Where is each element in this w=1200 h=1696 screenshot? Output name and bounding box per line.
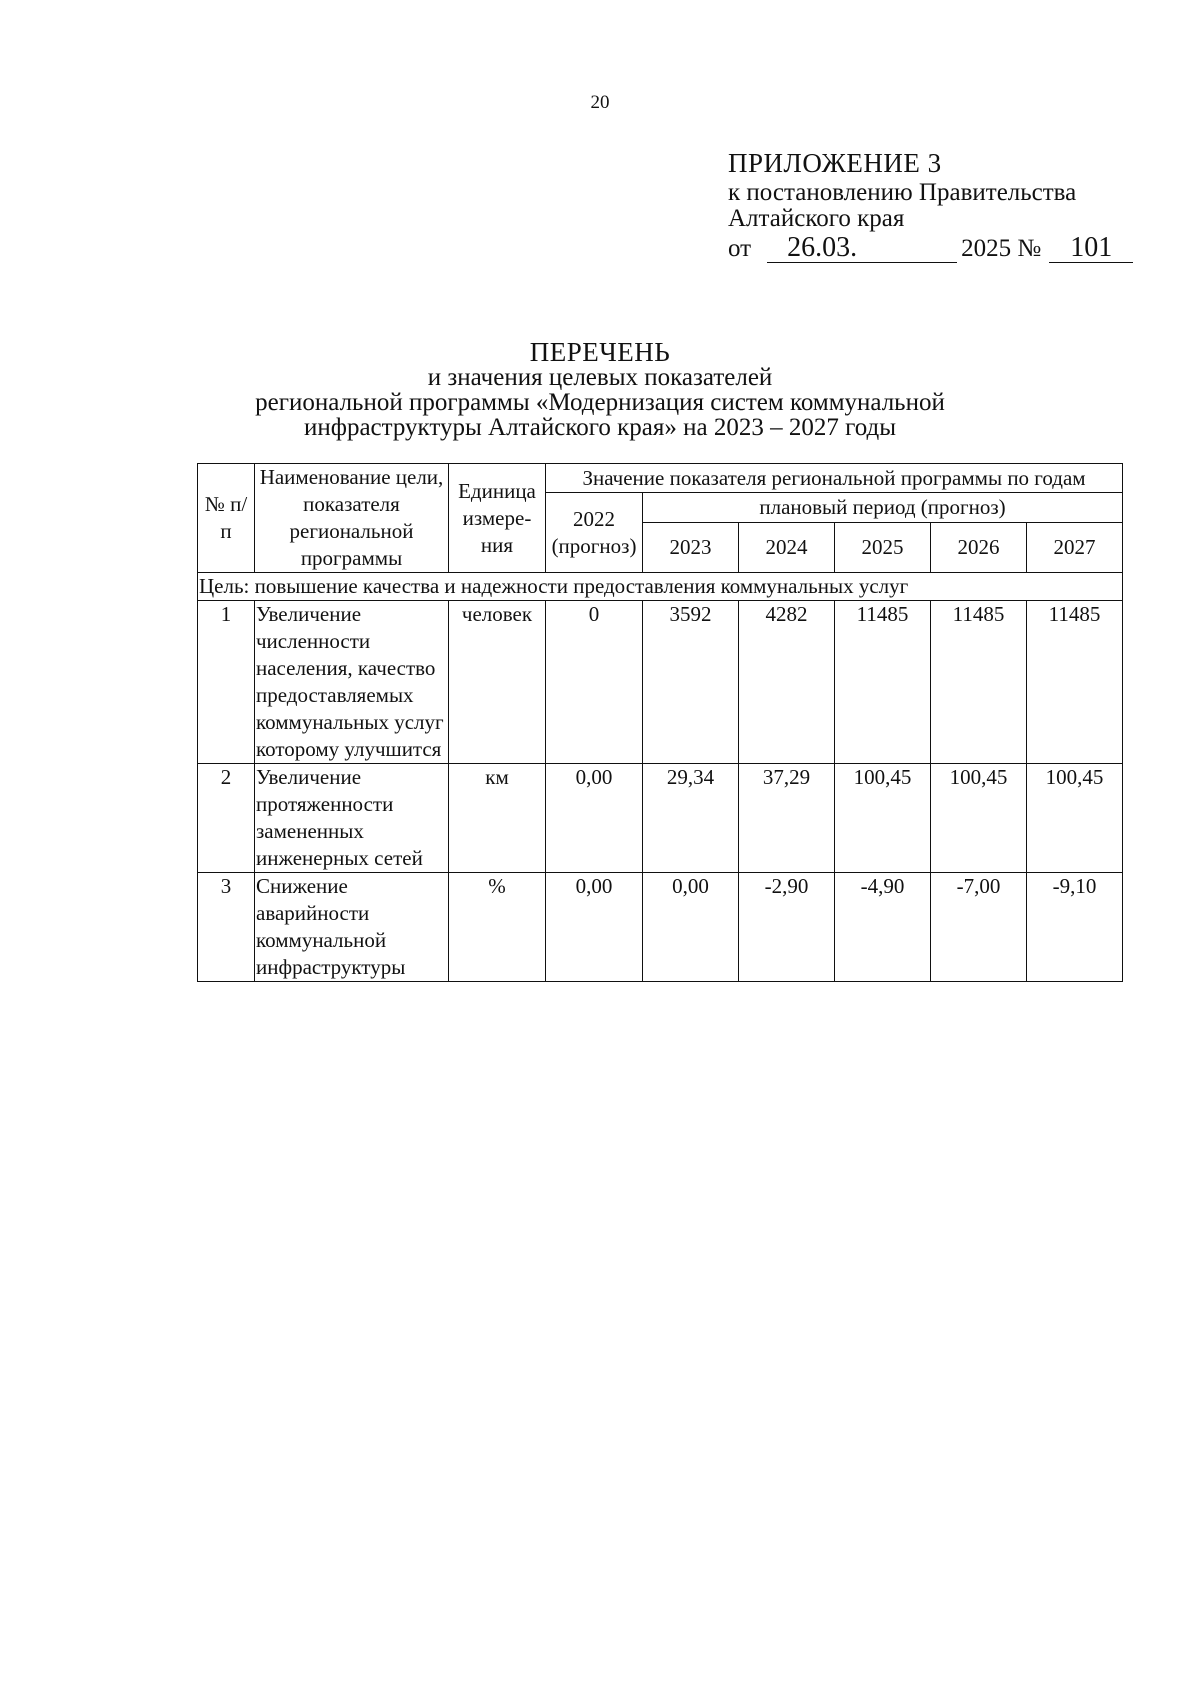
goal-row — [198, 573, 1123, 601]
document-heading — [0, 337, 1200, 441]
resolution-number: 101 — [1049, 234, 1133, 263]
row-value: 0,00 — [643, 873, 739, 982]
header-year: 2026 — [931, 523, 1027, 573]
row-value: 29,34 — [643, 764, 739, 873]
header-base-year: 2022 (прогноз) — [546, 493, 643, 573]
row-name: Увеличение численности населения, качество предоставляемых коммунальных услуг которому улучшится — [255, 601, 449, 764]
row-value: 4282 — [739, 601, 835, 764]
row-unit: км — [449, 764, 546, 873]
indicators-table — [197, 463, 1123, 982]
row-num: 2 — [198, 764, 255, 873]
row-value: -2,90 — [739, 873, 835, 982]
row-unit: человек — [449, 601, 546, 764]
heading-title: ПЕРЕЧЕНЬ — [529, 337, 671, 367]
row-value: 11485 — [835, 601, 931, 764]
header-year: 2023 — [643, 523, 739, 573]
resolution-date: 26.03. — [767, 234, 957, 263]
heading-line-3: инфраструктуры Алтайского края» на 2023 – 2027 годы — [304, 414, 896, 441]
header-year: 2025 — [835, 523, 931, 573]
table-row — [198, 764, 1123, 873]
appendix-block — [728, 150, 1133, 263]
row-value: 0,00 — [546, 764, 643, 873]
appendix-line-2: Алтайского края — [728, 205, 905, 232]
row-num: 1 — [198, 601, 255, 764]
row-name: Снижение аварийности коммунальной инфраструктуры — [255, 873, 449, 982]
header-name: Наименование цели, показателя региональной программы — [255, 464, 449, 573]
appendix-line-1: к постановлению Правительства — [728, 179, 1077, 206]
heading-line-2: региональной программы «Модернизация систем коммунальной — [255, 389, 945, 416]
appendix-title: ПРИЛОЖЕНИЕ 3 — [728, 148, 942, 178]
year-number-label: 2025 № — [961, 235, 1042, 262]
row-value: -7,00 — [931, 873, 1027, 982]
header-plan-period: плановый период (прогноз) — [643, 493, 1123, 523]
row-value: 11485 — [931, 601, 1027, 764]
row-value: 3592 — [643, 601, 739, 764]
header-unit: Единица измере- ния — [449, 464, 546, 573]
table-row — [198, 601, 1123, 764]
row-value: 0 — [546, 601, 643, 764]
row-num: 3 — [198, 873, 255, 982]
header-num: № п/п — [198, 464, 255, 573]
row-value: 37,29 — [739, 764, 835, 873]
page-number: 20 — [590, 92, 610, 113]
header-year: 2027 — [1027, 523, 1123, 573]
header-values: Значение показателя региональной программы по годам — [546, 464, 1123, 493]
row-value: -9,10 — [1027, 873, 1123, 982]
row-value: 100,45 — [835, 764, 931, 873]
row-value: 0,00 — [546, 873, 643, 982]
row-value: -4,90 — [835, 873, 931, 982]
header-year: 2024 — [739, 523, 835, 573]
appendix-date-line — [728, 234, 1133, 263]
heading-line-1: и значения целевых показателей — [427, 364, 773, 391]
table-row — [198, 873, 1123, 982]
row-value: 100,45 — [1027, 764, 1123, 873]
row-value: 11485 — [1027, 601, 1123, 764]
row-name: Увеличение протяженности замененных инженерных сетей — [255, 764, 449, 873]
row-unit: % — [449, 873, 546, 982]
from-label: от — [728, 235, 752, 262]
row-value: 100,45 — [931, 764, 1027, 873]
goal-cell: Цель: повышение качества и надежности предоставления коммунальных услуг — [198, 573, 1123, 601]
